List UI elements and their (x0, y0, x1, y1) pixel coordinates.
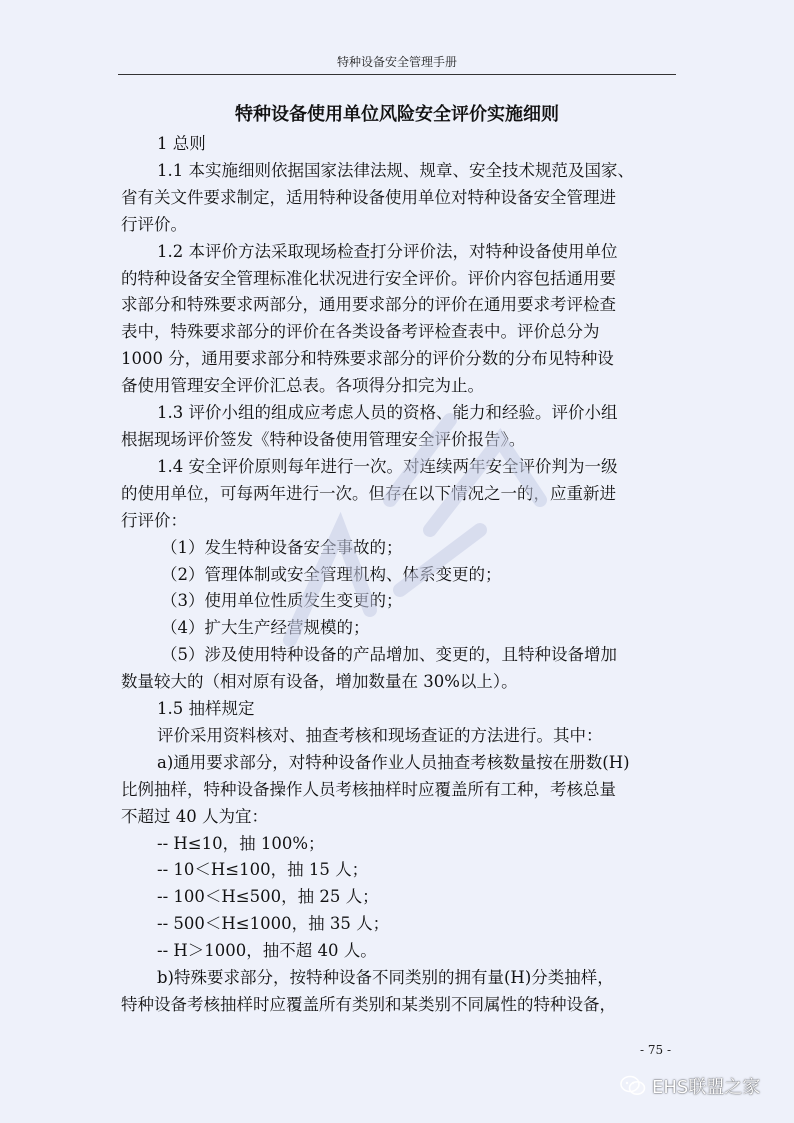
section-heading: 1 总则 (157, 134, 206, 153)
section-heading: 1.5 抽样规定 (157, 699, 255, 719)
paragraph-line: 不超过 40 人为宜： (121, 806, 268, 826)
header-divider (118, 74, 676, 75)
source-watermark (620, 1070, 790, 1102)
paragraph-line: 省有关文件要求制定，适用特种设备使用单位对特种设备安全管理进 (121, 187, 616, 207)
paragraph-line: 1.3 评价小组的组成应考虑人员的资格、能力和经验。评价小组 (157, 403, 618, 423)
paragraph-line: a)通用要求部分，对特种设备作业人员抽查考核数量按在册数(H) (157, 752, 630, 772)
paragraph-line: 数量较大的（相对原有设备，增加数量在 30%以上）。 (121, 672, 518, 692)
list-item: （3）使用单位性质发生变更的； (161, 591, 403, 611)
paragraph-line: 的特种设备安全管理标准化状况进行安全评价。评价内容包括通用要 (121, 268, 616, 288)
paragraph-line: 1.2 本评价方法采取现场检查打分评价法，对特种设备使用单位 (157, 241, 618, 261)
paragraph-line: 行评价： (121, 510, 187, 530)
paragraph-line: 备使用管理安全评价汇总表。各项得分扣完为止。 (121, 376, 484, 396)
paragraph-line: 1.4 安全评价原则每年进行一次。对连续两年安全评价判为一级 (157, 456, 618, 476)
list-item: （5）涉及使用特种设备的产品增加、变更的，且特种设备增加 (161, 645, 617, 665)
paragraph-line: 特种设备考核抽样时应覆盖所有类别和某类别不同属性的特种设备， (121, 995, 616, 1014)
paragraph-line: 求部分和特殊要求两部分，通用要求部分的评价在通用要求考评检查 (121, 295, 616, 315)
sampling-rule: -- H＞1000，抽不超 40 人。 (157, 941, 377, 961)
paragraph-line: 根据现场评价签发《特种设备使用管理安全评价报告》。 (121, 429, 526, 449)
list-item: （4）扩大生产经营规模的； (161, 618, 370, 638)
paragraph-line: 行评价。 (121, 214, 187, 234)
paragraph-line: 比例抽样，特种设备操作人员考核抽样时应覆盖所有工种，考核总量 (121, 779, 616, 799)
list-item: （2）管理体制或安全管理机构、体系变更的； (161, 564, 502, 584)
list-item: （1）发生特种设备安全事故的； (161, 537, 403, 557)
paragraph-line: 1.1 本实施细则依据国家法律法规、规章、安全技术规范及国家、 (157, 160, 634, 180)
sampling-rule: -- 100＜H≤500，抽 25 人； (157, 887, 379, 907)
page-number: - 75 - (640, 1043, 672, 1057)
sampling-rule: -- H≤10，抽 100%； (157, 833, 325, 853)
watermark-text: EHS联盟之家 (652, 1077, 761, 1098)
sampling-rule: -- 10＜H≤100，抽 15 人； (157, 860, 369, 880)
document-body (121, 131, 676, 1019)
paragraph-line: b)特殊要求部分，按特种设备不同类别的拥有量(H)分类抽样， (157, 968, 614, 988)
wechat-icon (620, 1075, 646, 1097)
paragraph-line: 评价采用资料核对、抽查考核和现场查证的方法进行。其中： (157, 725, 603, 745)
document-title: 特种设备使用单位风险安全评价实施细则 (235, 104, 559, 125)
paragraph-line: 表中，特殊要求部分的评价在各类设备考评检查表中。评价总分为 (121, 322, 600, 342)
sampling-rule: -- 500＜H≤1000，抽 35 人； (157, 914, 390, 934)
running-header: 特种设备安全管理手册 (336, 55, 457, 69)
paragraph-line: 的使用单位，可每两年进行一次。但存在以下情况之一的，应重新进 (121, 483, 616, 503)
paragraph-line: 1000 分，通用要求部分和特殊要求部分的评价分数的分布见特种设 (121, 349, 614, 369)
